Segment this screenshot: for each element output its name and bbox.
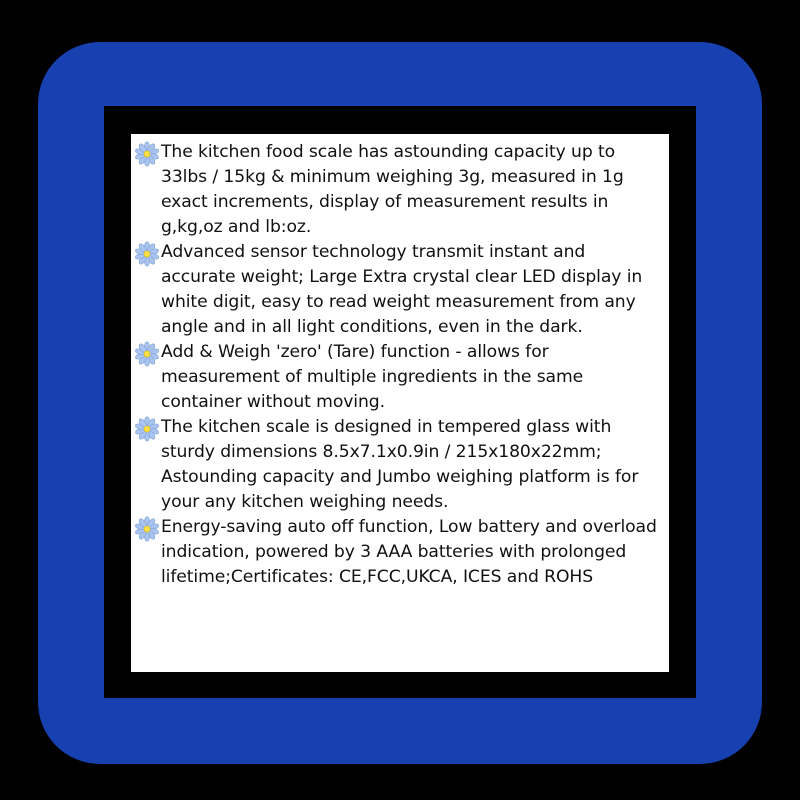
flower-icon [133,416,161,442]
feature-text: Energy-saving auto off function, Low battery and overload indication, powered by 3 AAA batteries with prolonged lifetime;Certificates: CE,FCC,UKCA, ICES and ROHS [161,517,657,587]
feature-item-energy [133,515,665,590]
feature-text: Advanced sensor technology transmit instant and accurate weight; Large Extra crystal clear LED display in white digit, easy to read weight measurement from any angle and in all light conditions, even in the dark. [161,242,643,337]
feature-text: The kitchen scale is designed in tempered glass with sturdy dimensions 8.5x7.1x0.9in / 215x180x22mm; Astounding capacity and Jumbo weighing platform is for your any kitchen weighing needs. [161,417,639,512]
feature-text: Add & Weigh 'zero' (Tare) function - allows for measurement of multiple ingredients in the same container without moving. [161,342,584,412]
flower-icon [133,516,161,542]
flower-icon [133,141,161,167]
feature-item-sensor [133,240,665,340]
feature-item-glass [133,415,665,515]
feature-item-tare [133,340,665,415]
flower-icon [133,241,161,267]
feature-list-panel [131,134,669,672]
flower-icon [133,341,161,367]
feature-item-capacity [133,140,665,240]
feature-text: The kitchen food scale has astounding capacity up to 33lbs / 15kg & minimum weighing 3g, measured in 1g exact increments, display of measurement results in g,kg,oz and lb:oz. [161,142,624,237]
